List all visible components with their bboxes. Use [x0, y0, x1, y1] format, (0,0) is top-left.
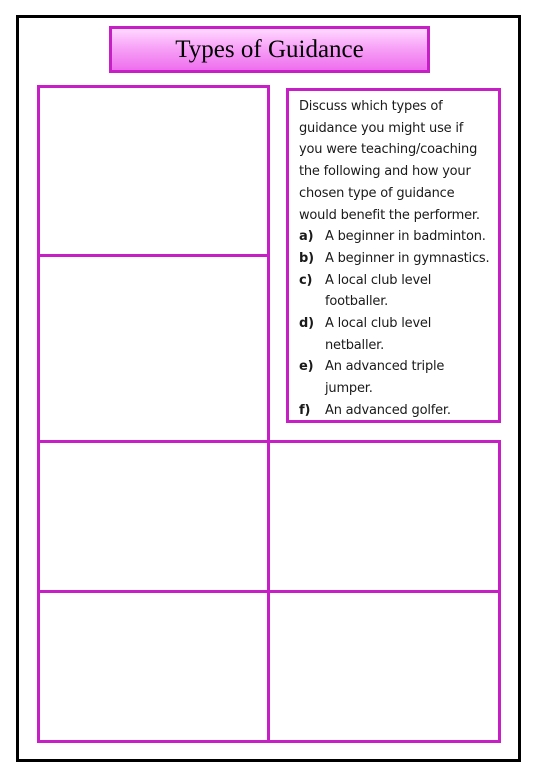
task-item-b: [299, 248, 492, 270]
task-item-letter: c): [299, 272, 313, 288]
task-item-letter: a): [299, 229, 314, 245]
task-intro-line: would benefit the performer.: [299, 207, 480, 223]
task-item-a: [299, 226, 492, 248]
task-intro-line: guidance you might use if: [299, 120, 464, 136]
task-item-line: footballer.: [325, 294, 389, 310]
task-item-c: [299, 270, 492, 313]
task-list: [299, 226, 492, 421]
page-title: Types of Guidance: [175, 36, 364, 63]
task-item-text: [325, 313, 492, 356]
task-item-text: [325, 248, 492, 270]
task-item-f: [299, 400, 492, 422]
answer-box-3[interactable]: [37, 440, 270, 593]
task-intro-line: Discuss which types of: [299, 99, 443, 114]
task-item-text: [325, 226, 492, 248]
task-intro: [299, 96, 492, 226]
answer-box-5[interactable]: [37, 590, 270, 743]
task-intro-line: you were teaching/coaching: [299, 142, 478, 158]
task-item-text: [325, 400, 492, 422]
task-item-line: A local club level: [325, 316, 432, 332]
answer-box-6[interactable]: [267, 590, 501, 743]
task-item-line: An advanced triple: [325, 359, 445, 375]
task-item-d: [299, 313, 492, 356]
task-instructions-box: [286, 88, 501, 423]
task-item-letter: d): [299, 316, 314, 332]
task-intro-line: the following and how your: [299, 164, 471, 180]
answer-box-4[interactable]: [267, 440, 501, 593]
task-item-line: A beginner in badminton.: [325, 229, 486, 245]
task-item-text: [325, 356, 492, 399]
answer-box-1[interactable]: [37, 85, 270, 257]
task-item-e: [299, 356, 492, 399]
task-item-text: [325, 270, 492, 313]
task-item-letter: b): [299, 250, 314, 266]
task-item-letter: f): [299, 402, 311, 418]
task-item-letter: e): [299, 359, 314, 375]
task-item-line: An advanced golfer.: [325, 402, 451, 418]
answer-box-2[interactable]: [37, 254, 270, 443]
title-banner: [109, 26, 430, 73]
task-item-line: A local club level: [325, 272, 432, 288]
task-item-line: A beginner in gymnastics.: [325, 250, 490, 266]
task-item-line: netballer.: [325, 337, 385, 353]
task-intro-line: chosen type of guidance: [299, 185, 455, 201]
task-item-line: jumper.: [325, 381, 373, 397]
